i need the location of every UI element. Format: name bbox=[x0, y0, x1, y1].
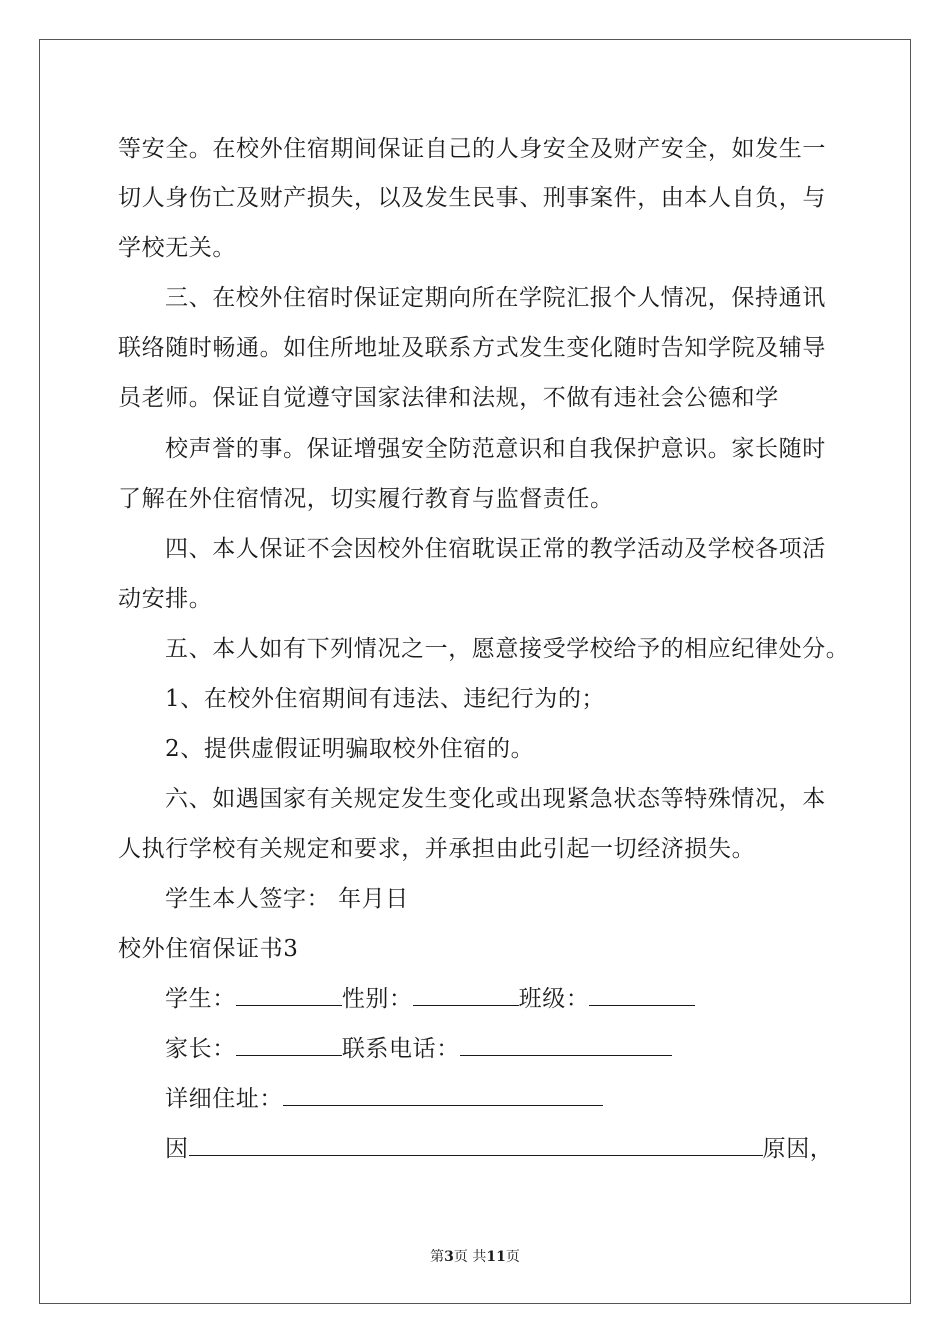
address-label: 详细住址： bbox=[165, 1086, 283, 1112]
parent-label: 家长： bbox=[165, 1036, 236, 1062]
phone-label: 联系电话： bbox=[341, 1036, 460, 1062]
text-line-4: 三、在校外住宿时保证定期向所在学院汇报个人情况，保持通讯 bbox=[165, 285, 826, 311]
footer-page-mid: 页 共 bbox=[453, 1249, 487, 1265]
text-line-15: 人执行学校有关规定和要求，并承担由此引起一切经济损失。 bbox=[118, 836, 756, 862]
footer-page-total: 11 bbox=[486, 1249, 506, 1265]
text-line-5: 联络随时畅通。如住所地址及联系方式发生变化随时告知学院及辅导 bbox=[118, 335, 826, 361]
form-row-reason bbox=[165, 1135, 833, 1163]
student-label: 学生： bbox=[165, 986, 236, 1012]
footer-page-suffix: 页 bbox=[505, 1249, 520, 1265]
gender-blank[interactable] bbox=[413, 985, 519, 1006]
student-blank[interactable] bbox=[236, 985, 342, 1006]
footer-page-prefix: 第 bbox=[430, 1249, 445, 1265]
text-line-1: 等安全。在校外住宿期间保证自己的人身安全及财产安全，如发生一 bbox=[118, 136, 826, 162]
reason-prefix: 因 bbox=[165, 1136, 189, 1162]
signature-line: 学生本人签字： 年月日 bbox=[165, 886, 409, 912]
text-line-2: 切人身伤亡及财产损失，以及发生民事、刑事案件，由本人自负，与 bbox=[118, 185, 826, 211]
text-line-8: 了解在外住宿情况，切实履行教育与监督责任。 bbox=[118, 486, 614, 512]
text-line-3: 学校无关。 bbox=[118, 235, 236, 261]
form-row-student bbox=[165, 985, 695, 1013]
reason-blank[interactable] bbox=[189, 1135, 763, 1156]
footer-page-number: 3 bbox=[444, 1249, 454, 1265]
text-line-12: 1、在校外住宿期间有违法、违纪行为的； bbox=[165, 686, 606, 712]
text-line-9: 四、本人保证不会因校外住宿耽误正常的教学活动及学校各项活 bbox=[165, 536, 826, 562]
text-line-13: 2、提供虚假证明骗取校外住宿的。 bbox=[165, 736, 535, 762]
page-footer bbox=[0, 1248, 950, 1266]
form-row-address bbox=[165, 1085, 603, 1113]
text-line-14: 六、如遇国家有关规定发生变化或出现紧急状态等特殊情况，本 bbox=[165, 786, 826, 812]
class-label: 班级： bbox=[518, 986, 590, 1012]
gender-label: 性别： bbox=[341, 986, 413, 1012]
address-blank[interactable] bbox=[283, 1085, 603, 1106]
phone-blank[interactable] bbox=[460, 1035, 672, 1056]
text-line-10: 动安排。 bbox=[118, 586, 213, 612]
parent-blank[interactable] bbox=[236, 1035, 342, 1056]
text-line-11: 五、本人如有下列情况之一，愿意接受学校给予的相应纪律处分。 bbox=[165, 636, 850, 662]
text-line-6: 员老师。保证自觉遵守国家法律和法规，不做有违社会公德和学 bbox=[118, 385, 779, 411]
reason-suffix: 原因， bbox=[762, 1136, 834, 1162]
class-blank[interactable] bbox=[589, 985, 695, 1006]
section-title: 校外住宿保证书3 bbox=[118, 936, 299, 962]
text-line-7: 校声誉的事。保证增强安全防范意识和自我保护意识。家长随时 bbox=[165, 436, 826, 462]
form-row-parent bbox=[165, 1035, 672, 1063]
page-frame bbox=[39, 39, 911, 1304]
